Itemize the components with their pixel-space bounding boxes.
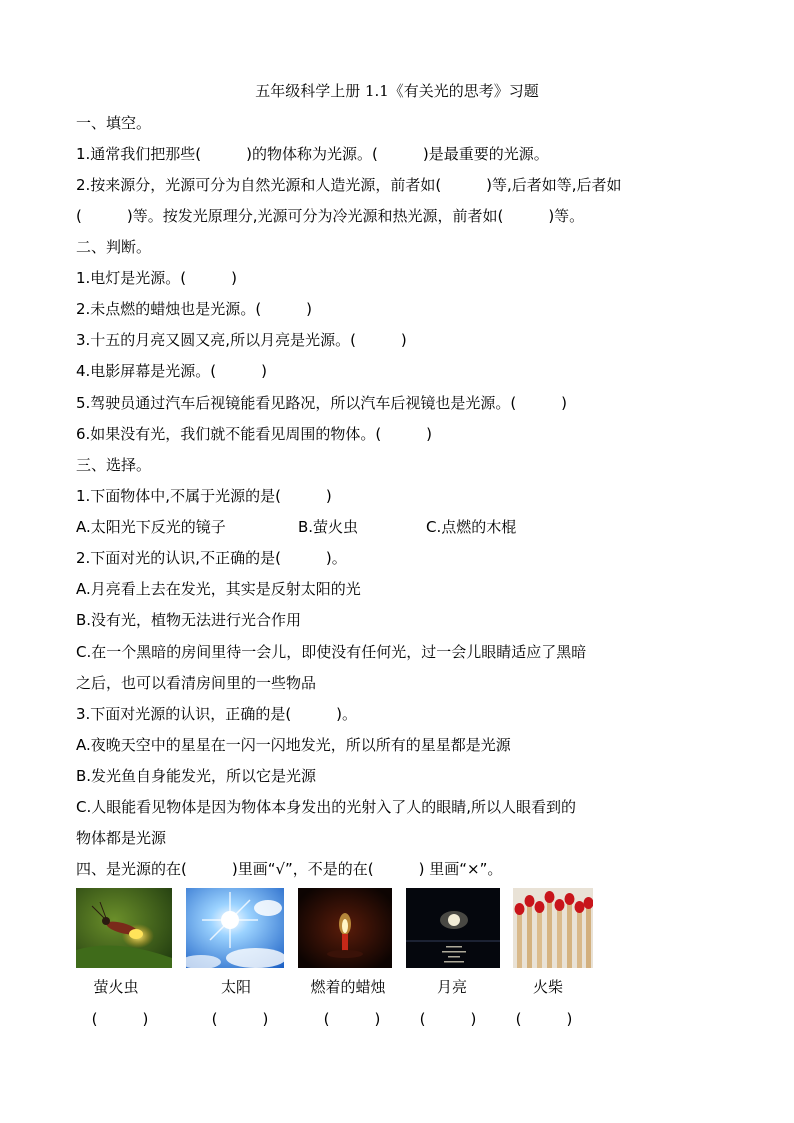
judge-question-5: 5.驾驶员通过汽车后视镜能看见路况，所以汽车后视镜也是光源。( ) — [76, 394, 568, 412]
section-mark-title: 四、是光源的在( )里画“√”，不是的在( ) 里画“×”。 — [76, 860, 503, 878]
fill-question-2-line-2: ( )等。按发光原理分,光源可分为冷光源和热光源，前者如( )等。 — [76, 207, 585, 225]
choice-question-3-option-c-line-2: 物体都是光源 — [76, 829, 167, 847]
picture-row — [76, 888, 636, 970]
firefly-photo — [76, 888, 172, 968]
answer-bracket-moon: ( ) — [419, 1010, 477, 1028]
picture-caption-firefly: 萤火虫 — [93, 978, 139, 996]
answer-bracket-matches: ( ) — [515, 1010, 573, 1028]
answer-bracket-firefly: ( ) — [91, 1010, 149, 1028]
choice-question-2: 2.下面对光的认识,不正确的是( )。 — [76, 549, 347, 567]
choice-question-1-option-b: B.萤火虫 — [298, 518, 359, 536]
choice-question-3-option-b: B.发光鱼自身能发光，所以它是光源 — [76, 767, 317, 785]
moon-photo — [406, 888, 500, 968]
answer-bracket-candle: ( ) — [323, 1010, 381, 1028]
choice-question-1-option-c: C.点燃的木棍 — [426, 518, 517, 536]
matches-photo — [513, 888, 593, 968]
choice-question-3-option-c-line-1: C.人眼能看见物体是因为物体本身发出的光射入了人的眼睛,所以人眼看到的 — [76, 798, 577, 816]
picture-caption-matches: 火柴 — [532, 978, 563, 996]
judge-question-3: 3.十五的月亮又圆又亮,所以月亮是光源。( ) — [76, 331, 407, 349]
judge-question-4: 4.电影屏幕是光源。( ) — [76, 362, 268, 380]
choice-question-1-option-a: A.太阳光下反光的镜子 — [76, 518, 226, 536]
picture-caption-candle: 燃着的蜡烛 — [310, 978, 386, 996]
judge-question-1: 1.电灯是光源。( ) — [76, 269, 238, 287]
fill-question-2-line-1: 2.按来源分，光源可分为自然光源和人造光源，前者如( )等,后者如等,后者如 — [76, 176, 622, 194]
section-judge-title: 二、判断。 — [76, 238, 152, 256]
choice-question-2-option-a: A.月亮看上去在发光，其实是反射太阳的光 — [76, 580, 361, 598]
judge-question-2: 2.未点燃的蜡烛也是光源。( ) — [76, 300, 313, 318]
candle-photo — [298, 888, 392, 968]
sun-photo — [186, 888, 284, 968]
picture-caption-sun: 太阳 — [220, 978, 251, 996]
choice-question-2-option-c-line-2: 之后，也可以看清房间里的一些物品 — [76, 674, 317, 692]
choice-question-1: 1.下面物体中,不属于光源的是( ) — [76, 487, 332, 505]
judge-question-6: 6.如果没有光，我们就不能看见周围的物体。( ) — [76, 425, 433, 443]
choice-question-2-option-c-line-1: C.在一个黑暗的房间里待一会儿，即使没有任何光，过一会儿眼睛适应了黑暗 — [76, 643, 587, 661]
picture-caption-moon: 月亮 — [436, 978, 467, 996]
choice-question-3-option-a: A.夜晚天空中的星星在一闪一闪地发光，所以所有的星星都是光源 — [76, 736, 511, 754]
choice-question-3: 3.下面对光源的认识，正确的是( )。 — [76, 705, 358, 723]
answer-bracket-sun: ( ) — [211, 1010, 269, 1028]
fill-question-1: 1.通常我们把那些( )的物体称为光源。( )是最重要的光源。 — [76, 145, 549, 163]
section-choice-title: 三、选择。 — [76, 456, 152, 474]
section-fill-title: 一、填空。 — [76, 114, 152, 132]
choice-question-2-option-b: B.没有光，植物无法进行光合作用 — [76, 611, 302, 629]
worksheet-title: 五年级科学上册 1.1《有关光的思考》习题 — [255, 82, 539, 100]
